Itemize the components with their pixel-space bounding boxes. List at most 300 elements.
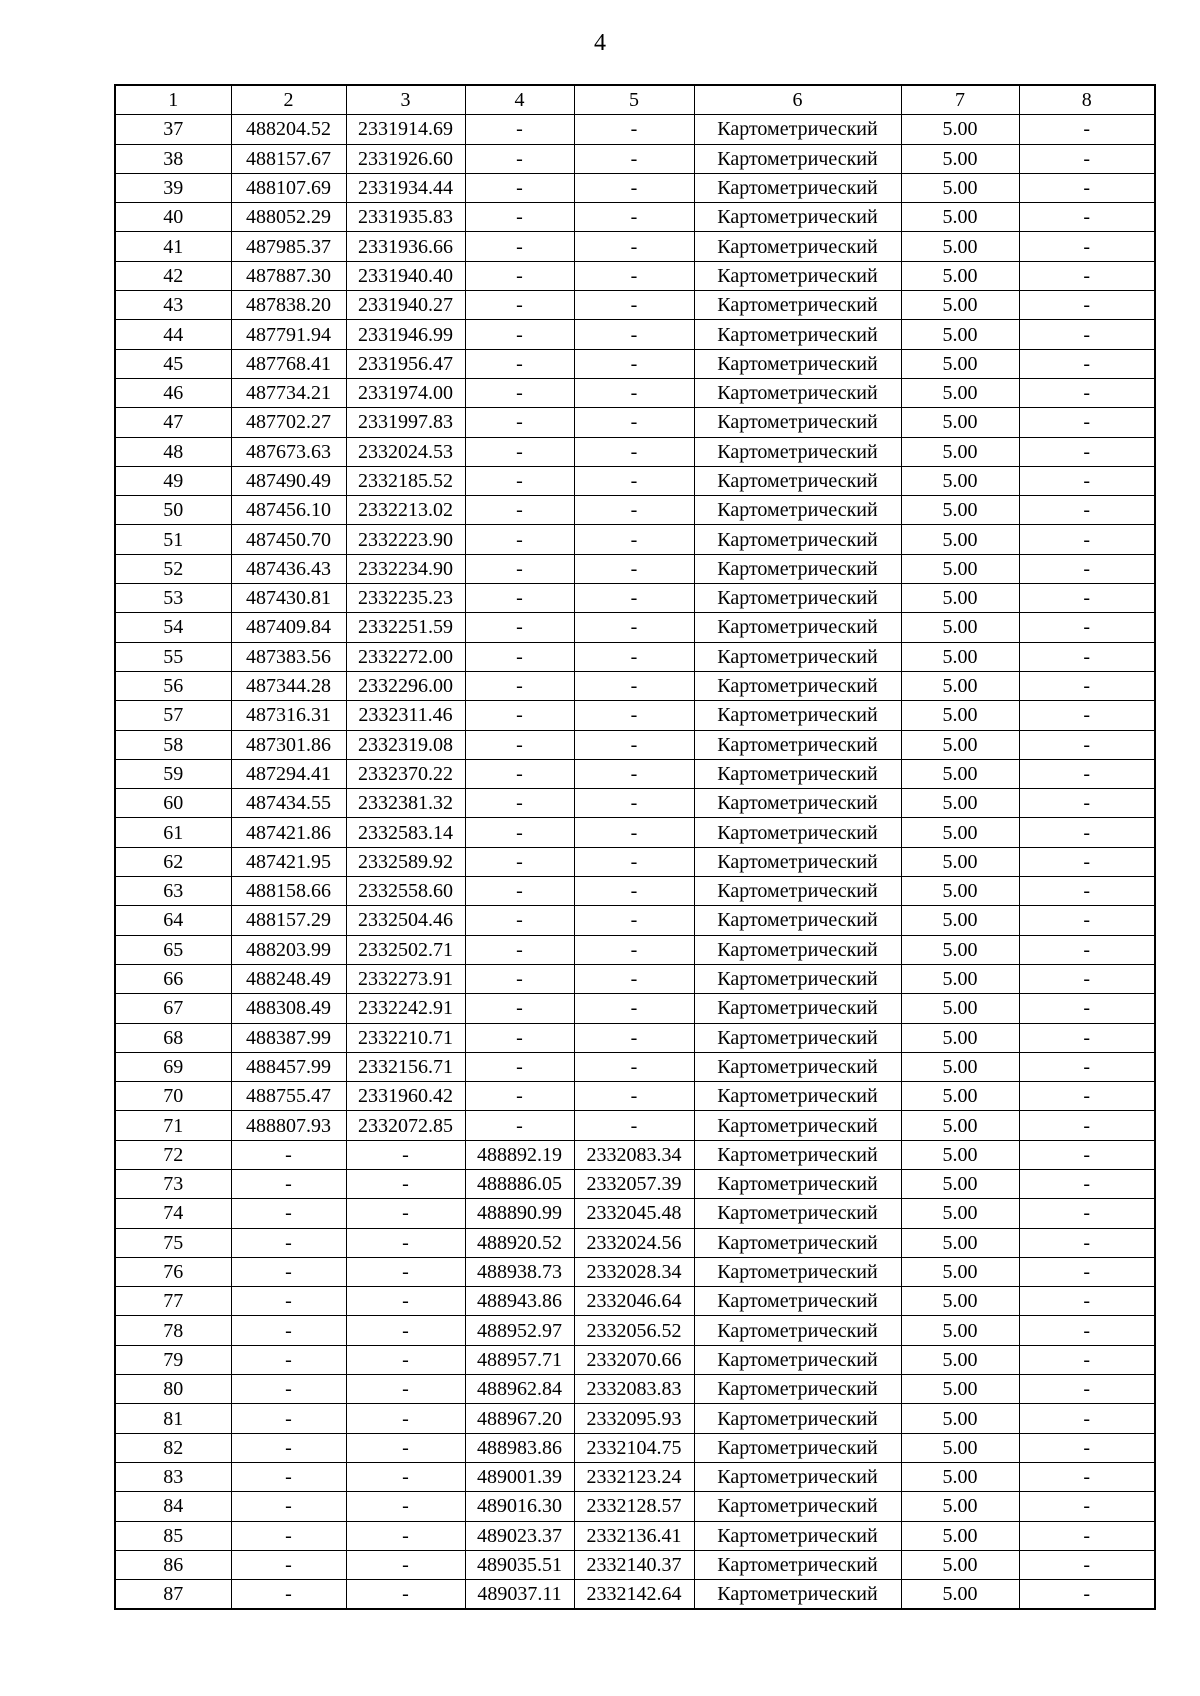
- table-row: [115, 115, 1155, 144]
- cell-point-number: 40: [115, 203, 231, 232]
- cell-accuracy: 5.00: [901, 291, 1019, 320]
- cell-accuracy: 5.00: [901, 261, 1019, 290]
- cell-point-number: 81: [115, 1404, 231, 1433]
- cell-method: Картометрический: [694, 1345, 901, 1374]
- cell-y-coordinate-alt: -: [574, 320, 694, 349]
- table-row: [115, 437, 1155, 466]
- cell-note: -: [1019, 1433, 1155, 1462]
- cell-x-coordinate-alt: 488943.86: [465, 1287, 574, 1316]
- cell-accuracy: 5.00: [901, 877, 1019, 906]
- cell-x-coordinate-alt: -: [465, 320, 574, 349]
- cell-y-coordinate-alt: -: [574, 378, 694, 407]
- cell-accuracy: 5.00: [901, 1521, 1019, 1550]
- cell-y-coordinate: 2331940.40: [346, 261, 465, 290]
- cell-y-coordinate-alt: -: [574, 818, 694, 847]
- cell-point-number: 51: [115, 525, 231, 554]
- cell-x-coordinate: 488248.49: [231, 964, 346, 993]
- cell-x-coordinate: 488052.29: [231, 203, 346, 232]
- cell-x-coordinate: 488157.29: [231, 906, 346, 935]
- cell-x-coordinate-alt: -: [465, 584, 574, 613]
- cell-point-number: 60: [115, 789, 231, 818]
- cell-y-coordinate-alt: -: [574, 613, 694, 642]
- table-row: [115, 642, 1155, 671]
- cell-point-number: 76: [115, 1257, 231, 1286]
- cell-y-coordinate: -: [346, 1404, 465, 1433]
- column-header-7: 7: [901, 85, 1019, 115]
- cell-note: -: [1019, 1111, 1155, 1140]
- cell-note: -: [1019, 1404, 1155, 1433]
- table-row: [115, 1228, 1155, 1257]
- cell-accuracy: 5.00: [901, 1111, 1019, 1140]
- cell-accuracy: 5.00: [901, 1492, 1019, 1521]
- cell-method: Картометрический: [694, 378, 901, 407]
- cell-note: -: [1019, 291, 1155, 320]
- cell-y-coordinate: 2331926.60: [346, 144, 465, 173]
- cell-x-coordinate: -: [231, 1462, 346, 1491]
- cell-method: Картометрический: [694, 437, 901, 466]
- cell-method: Картометрический: [694, 584, 901, 613]
- cell-y-coordinate-alt: -: [574, 964, 694, 993]
- table-row: [115, 1580, 1155, 1610]
- cell-note: -: [1019, 173, 1155, 202]
- cell-accuracy: 5.00: [901, 994, 1019, 1023]
- cell-method: Картометрический: [694, 203, 901, 232]
- cell-note: -: [1019, 437, 1155, 466]
- cell-note: -: [1019, 642, 1155, 671]
- cell-note: -: [1019, 1169, 1155, 1198]
- cell-method: Картометрический: [694, 349, 901, 378]
- cell-point-number: 39: [115, 173, 231, 202]
- cell-y-coordinate-alt: 2332140.37: [574, 1550, 694, 1579]
- cell-y-coordinate-alt: 2332083.83: [574, 1375, 694, 1404]
- cell-y-coordinate-alt: 2332070.66: [574, 1345, 694, 1374]
- cell-method: Картометрический: [694, 1404, 901, 1433]
- cell-x-coordinate-alt: -: [465, 730, 574, 759]
- cell-note: -: [1019, 964, 1155, 993]
- cell-y-coordinate-alt: 2332046.64: [574, 1287, 694, 1316]
- cell-y-coordinate: -: [346, 1492, 465, 1521]
- cell-method: Картометрический: [694, 232, 901, 261]
- cell-x-coordinate-alt: 488920.52: [465, 1228, 574, 1257]
- cell-y-coordinate-alt: -: [574, 994, 694, 1023]
- table-row: [115, 730, 1155, 759]
- cell-y-coordinate-alt: -: [574, 847, 694, 876]
- cell-point-number: 83: [115, 1462, 231, 1491]
- cell-x-coordinate: 488807.93: [231, 1111, 346, 1140]
- cell-x-coordinate-alt: -: [465, 173, 574, 202]
- cell-y-coordinate-alt: 2332024.56: [574, 1228, 694, 1257]
- cell-note: -: [1019, 1492, 1155, 1521]
- table-row: [115, 1375, 1155, 1404]
- cell-method: Картометрический: [694, 1257, 901, 1286]
- table-row: [115, 1433, 1155, 1462]
- cell-x-coordinate: 487421.86: [231, 818, 346, 847]
- cell-method: Картометрический: [694, 1169, 901, 1198]
- cell-y-coordinate: 2332223.90: [346, 525, 465, 554]
- cell-point-number: 66: [115, 964, 231, 993]
- column-header-6: 6: [694, 85, 901, 115]
- column-header-3: 3: [346, 85, 465, 115]
- cell-method: Картометрический: [694, 261, 901, 290]
- cell-x-coordinate-alt: -: [465, 115, 574, 144]
- cell-method: Картометрический: [694, 1316, 901, 1345]
- cell-x-coordinate: 488387.99: [231, 1023, 346, 1052]
- cell-point-number: 53: [115, 584, 231, 613]
- column-header-4: 4: [465, 85, 574, 115]
- cell-accuracy: 5.00: [901, 818, 1019, 847]
- cell-y-coordinate-alt: -: [574, 906, 694, 935]
- table-row: [115, 1316, 1155, 1345]
- cell-point-number: 68: [115, 1023, 231, 1052]
- cell-y-coordinate: 2331956.47: [346, 349, 465, 378]
- cell-x-coordinate-alt: -: [465, 877, 574, 906]
- cell-point-number: 45: [115, 349, 231, 378]
- cell-y-coordinate-alt: -: [574, 291, 694, 320]
- cell-point-number: 43: [115, 291, 231, 320]
- cell-y-coordinate-alt: -: [574, 408, 694, 437]
- cell-point-number: 79: [115, 1345, 231, 1374]
- cell-x-coordinate: 487791.94: [231, 320, 346, 349]
- table-row: [115, 1550, 1155, 1579]
- cell-note: -: [1019, 584, 1155, 613]
- cell-point-number: 82: [115, 1433, 231, 1462]
- cell-y-coordinate-alt: 2332136.41: [574, 1521, 694, 1550]
- cell-x-coordinate-alt: -: [465, 613, 574, 642]
- cell-accuracy: 5.00: [901, 584, 1019, 613]
- cell-x-coordinate: 487734.21: [231, 378, 346, 407]
- table-body: [115, 115, 1155, 1610]
- cell-x-coordinate-alt: 488962.84: [465, 1375, 574, 1404]
- cell-accuracy: 5.00: [901, 847, 1019, 876]
- cell-y-coordinate: -: [346, 1169, 465, 1198]
- cell-x-coordinate: 487294.41: [231, 759, 346, 788]
- cell-method: Картометрический: [694, 173, 901, 202]
- cell-accuracy: 5.00: [901, 1462, 1019, 1491]
- cell-point-number: 41: [115, 232, 231, 261]
- cell-y-coordinate: 2331940.27: [346, 291, 465, 320]
- cell-y-coordinate-alt: -: [574, 877, 694, 906]
- cell-y-coordinate: 2332072.85: [346, 1111, 465, 1140]
- cell-x-coordinate: 488755.47: [231, 1082, 346, 1111]
- cell-point-number: 59: [115, 759, 231, 788]
- table-row: [115, 1140, 1155, 1169]
- cell-point-number: 55: [115, 642, 231, 671]
- cell-method: Картометрический: [694, 730, 901, 759]
- cell-accuracy: 5.00: [901, 730, 1019, 759]
- cell-method: Картометрический: [694, 1375, 901, 1404]
- table-row: [115, 261, 1155, 290]
- cell-x-coordinate: 487383.56: [231, 642, 346, 671]
- cell-point-number: 75: [115, 1228, 231, 1257]
- cell-x-coordinate-alt: 488892.19: [465, 1140, 574, 1169]
- cell-x-coordinate-alt: -: [465, 818, 574, 847]
- cell-y-coordinate-alt: 2332057.39: [574, 1169, 694, 1198]
- table-row: [115, 906, 1155, 935]
- table-row: [115, 408, 1155, 437]
- cell-y-coordinate: 2332381.32: [346, 789, 465, 818]
- cell-point-number: 52: [115, 554, 231, 583]
- cell-accuracy: 5.00: [901, 408, 1019, 437]
- cell-method: Картометрический: [694, 1228, 901, 1257]
- cell-x-coordinate-alt: 488957.71: [465, 1345, 574, 1374]
- cell-x-coordinate: 487436.43: [231, 554, 346, 583]
- cell-x-coordinate-alt: 489016.30: [465, 1492, 574, 1521]
- cell-note: -: [1019, 1550, 1155, 1579]
- cell-point-number: 49: [115, 466, 231, 495]
- cell-y-coordinate-alt: -: [574, 349, 694, 378]
- table-row: [115, 1082, 1155, 1111]
- cell-x-coordinate: -: [231, 1140, 346, 1169]
- cell-accuracy: 5.00: [901, 203, 1019, 232]
- cell-method: Картометрический: [694, 877, 901, 906]
- cell-point-number: 72: [115, 1140, 231, 1169]
- cell-y-coordinate: 2331946.99: [346, 320, 465, 349]
- cell-y-coordinate-alt: 2332104.75: [574, 1433, 694, 1462]
- cell-x-coordinate: 487887.30: [231, 261, 346, 290]
- cell-accuracy: 5.00: [901, 496, 1019, 525]
- cell-accuracy: 5.00: [901, 378, 1019, 407]
- cell-x-coordinate: 487430.81: [231, 584, 346, 613]
- table-row: [115, 1199, 1155, 1228]
- cell-y-coordinate: 2332319.08: [346, 730, 465, 759]
- cell-y-coordinate-alt: 2332083.34: [574, 1140, 694, 1169]
- table-row: [115, 1257, 1155, 1286]
- cell-note: -: [1019, 877, 1155, 906]
- cell-x-coordinate-alt: -: [465, 671, 574, 700]
- cell-point-number: 70: [115, 1082, 231, 1111]
- cell-method: Картометрический: [694, 554, 901, 583]
- cell-accuracy: 5.00: [901, 1316, 1019, 1345]
- cell-accuracy: 5.00: [901, 1257, 1019, 1286]
- cell-accuracy: 5.00: [901, 935, 1019, 964]
- cell-y-coordinate: 2332024.53: [346, 437, 465, 466]
- cell-x-coordinate: 488107.69: [231, 173, 346, 202]
- cell-y-coordinate-alt: -: [574, 1052, 694, 1081]
- cell-y-coordinate: 2332583.14: [346, 818, 465, 847]
- cell-note: -: [1019, 1580, 1155, 1610]
- table-row: [115, 1492, 1155, 1521]
- coordinates-table: [114, 84, 1156, 1610]
- cell-y-coordinate: -: [346, 1316, 465, 1345]
- cell-method: Картометрический: [694, 701, 901, 730]
- cell-point-number: 54: [115, 613, 231, 642]
- cell-y-coordinate: -: [346, 1287, 465, 1316]
- column-header-2: 2: [231, 85, 346, 115]
- cell-method: Картометрический: [694, 671, 901, 700]
- cell-x-coordinate-alt: -: [465, 1052, 574, 1081]
- cell-y-coordinate-alt: -: [574, 525, 694, 554]
- table-row: [115, 613, 1155, 642]
- cell-x-coordinate: -: [231, 1492, 346, 1521]
- table-row: [115, 232, 1155, 261]
- cell-y-coordinate-alt: -: [574, 1082, 694, 1111]
- cell-x-coordinate: 487456.10: [231, 496, 346, 525]
- cell-method: Картометрический: [694, 1550, 901, 1579]
- cell-x-coordinate: -: [231, 1375, 346, 1404]
- cell-x-coordinate-alt: -: [465, 759, 574, 788]
- cell-method: Картометрический: [694, 759, 901, 788]
- cell-x-coordinate-alt: -: [465, 349, 574, 378]
- cell-x-coordinate-alt: 488890.99: [465, 1199, 574, 1228]
- cell-method: Картометрический: [694, 964, 901, 993]
- cell-y-coordinate: 2332558.60: [346, 877, 465, 906]
- cell-y-coordinate: 2332156.71: [346, 1052, 465, 1081]
- cell-x-coordinate-alt: -: [465, 935, 574, 964]
- cell-note: -: [1019, 1316, 1155, 1345]
- cell-note: -: [1019, 144, 1155, 173]
- table-row: [115, 320, 1155, 349]
- cell-point-number: 44: [115, 320, 231, 349]
- column-header-5: 5: [574, 85, 694, 115]
- cell-accuracy: 5.00: [901, 349, 1019, 378]
- cell-note: -: [1019, 789, 1155, 818]
- cell-accuracy: 5.00: [901, 1199, 1019, 1228]
- cell-accuracy: 5.00: [901, 1375, 1019, 1404]
- cell-x-coordinate: -: [231, 1287, 346, 1316]
- cell-note: -: [1019, 320, 1155, 349]
- cell-note: -: [1019, 378, 1155, 407]
- cell-accuracy: 5.00: [901, 1082, 1019, 1111]
- cell-y-coordinate: -: [346, 1199, 465, 1228]
- table-row: [115, 1345, 1155, 1374]
- cell-y-coordinate: -: [346, 1433, 465, 1462]
- cell-y-coordinate-alt: 2332128.57: [574, 1492, 694, 1521]
- cell-y-coordinate-alt: -: [574, 935, 694, 964]
- cell-x-coordinate: 488203.99: [231, 935, 346, 964]
- cell-y-coordinate: -: [346, 1580, 465, 1610]
- cell-accuracy: 5.00: [901, 642, 1019, 671]
- cell-note: -: [1019, 203, 1155, 232]
- cell-method: Картометрический: [694, 320, 901, 349]
- cell-method: Картометрический: [694, 847, 901, 876]
- table-row: [115, 1404, 1155, 1433]
- table-row: [115, 378, 1155, 407]
- cell-x-coordinate-alt: -: [465, 232, 574, 261]
- cell-x-coordinate-alt: -: [465, 466, 574, 495]
- cell-x-coordinate-alt: 488952.97: [465, 1316, 574, 1345]
- cell-y-coordinate: 2331997.83: [346, 408, 465, 437]
- cell-accuracy: 5.00: [901, 671, 1019, 700]
- cell-accuracy: 5.00: [901, 232, 1019, 261]
- cell-x-coordinate: -: [231, 1521, 346, 1550]
- cell-note: -: [1019, 1521, 1155, 1550]
- cell-x-coordinate: 487316.31: [231, 701, 346, 730]
- cell-note: -: [1019, 1462, 1155, 1491]
- cell-method: Картометрический: [694, 613, 901, 642]
- cell-note: -: [1019, 232, 1155, 261]
- cell-x-coordinate: -: [231, 1257, 346, 1286]
- cell-y-coordinate: 2331974.00: [346, 378, 465, 407]
- cell-point-number: 86: [115, 1550, 231, 1579]
- table-row: [115, 1111, 1155, 1140]
- table-row: [115, 496, 1155, 525]
- cell-y-coordinate-alt: -: [574, 144, 694, 173]
- cell-y-coordinate: 2332370.22: [346, 759, 465, 788]
- cell-accuracy: 5.00: [901, 554, 1019, 583]
- cell-accuracy: 5.00: [901, 1580, 1019, 1610]
- table-row: [115, 701, 1155, 730]
- cell-y-coordinate: 2332185.52: [346, 466, 465, 495]
- cell-y-coordinate-alt: -: [574, 1023, 694, 1052]
- table-row: [115, 759, 1155, 788]
- cell-method: Картометрический: [694, 144, 901, 173]
- cell-note: -: [1019, 115, 1155, 144]
- cell-x-coordinate-alt: 488983.86: [465, 1433, 574, 1462]
- cell-method: Картометрический: [694, 115, 901, 144]
- cell-y-coordinate: -: [346, 1521, 465, 1550]
- table-row: [115, 994, 1155, 1023]
- cell-method: Картометрический: [694, 408, 901, 437]
- cell-x-coordinate-alt: -: [465, 906, 574, 935]
- cell-note: -: [1019, 759, 1155, 788]
- cell-x-coordinate-alt: -: [465, 525, 574, 554]
- cell-y-coordinate: -: [346, 1257, 465, 1286]
- cell-y-coordinate-alt: 2332142.64: [574, 1580, 694, 1610]
- table-row: [115, 203, 1155, 232]
- cell-method: Картометрический: [694, 1492, 901, 1521]
- cell-y-coordinate-alt: 2332123.24: [574, 1462, 694, 1491]
- cell-y-coordinate-alt: -: [574, 671, 694, 700]
- cell-x-coordinate: -: [231, 1345, 346, 1374]
- cell-method: Картометрический: [694, 789, 901, 818]
- cell-accuracy: 5.00: [901, 320, 1019, 349]
- cell-x-coordinate: -: [231, 1404, 346, 1433]
- cell-x-coordinate-alt: 489001.39: [465, 1462, 574, 1491]
- cell-y-coordinate: 2332242.91: [346, 994, 465, 1023]
- cell-accuracy: 5.00: [901, 1404, 1019, 1433]
- cell-point-number: 48: [115, 437, 231, 466]
- cell-x-coordinate: 487421.95: [231, 847, 346, 876]
- cell-point-number: 46: [115, 378, 231, 407]
- cell-point-number: 42: [115, 261, 231, 290]
- cell-x-coordinate-alt: -: [465, 642, 574, 671]
- cell-point-number: 58: [115, 730, 231, 759]
- table-row: [115, 671, 1155, 700]
- cell-x-coordinate: 487490.49: [231, 466, 346, 495]
- cell-x-coordinate: -: [231, 1550, 346, 1579]
- cell-y-coordinate-alt: -: [574, 496, 694, 525]
- cell-x-coordinate: 488204.52: [231, 115, 346, 144]
- cell-y-coordinate-alt: -: [574, 203, 694, 232]
- cell-x-coordinate-alt: -: [465, 437, 574, 466]
- table-row: [115, 525, 1155, 554]
- table-row: [115, 173, 1155, 202]
- cell-note: -: [1019, 466, 1155, 495]
- cell-x-coordinate: 487673.63: [231, 437, 346, 466]
- cell-y-coordinate: 2332502.71: [346, 935, 465, 964]
- cell-x-coordinate-alt: 488886.05: [465, 1169, 574, 1198]
- cell-accuracy: 5.00: [901, 1228, 1019, 1257]
- cell-y-coordinate-alt: 2332056.52: [574, 1316, 694, 1345]
- cell-accuracy: 5.00: [901, 701, 1019, 730]
- cell-x-coordinate-alt: -: [465, 994, 574, 1023]
- cell-method: Картометрический: [694, 1111, 901, 1140]
- cell-method: Картометрический: [694, 642, 901, 671]
- cell-y-coordinate: 2331914.69: [346, 115, 465, 144]
- cell-x-coordinate: 487409.84: [231, 613, 346, 642]
- cell-point-number: 63: [115, 877, 231, 906]
- cell-x-coordinate-alt: -: [465, 378, 574, 407]
- cell-point-number: 37: [115, 115, 231, 144]
- cell-x-coordinate: 487301.86: [231, 730, 346, 759]
- cell-note: -: [1019, 1375, 1155, 1404]
- cell-accuracy: 5.00: [901, 1287, 1019, 1316]
- cell-accuracy: 5.00: [901, 437, 1019, 466]
- cell-note: -: [1019, 906, 1155, 935]
- cell-x-coordinate-alt: -: [465, 847, 574, 876]
- cell-x-coordinate-alt: -: [465, 291, 574, 320]
- cell-point-number: 47: [115, 408, 231, 437]
